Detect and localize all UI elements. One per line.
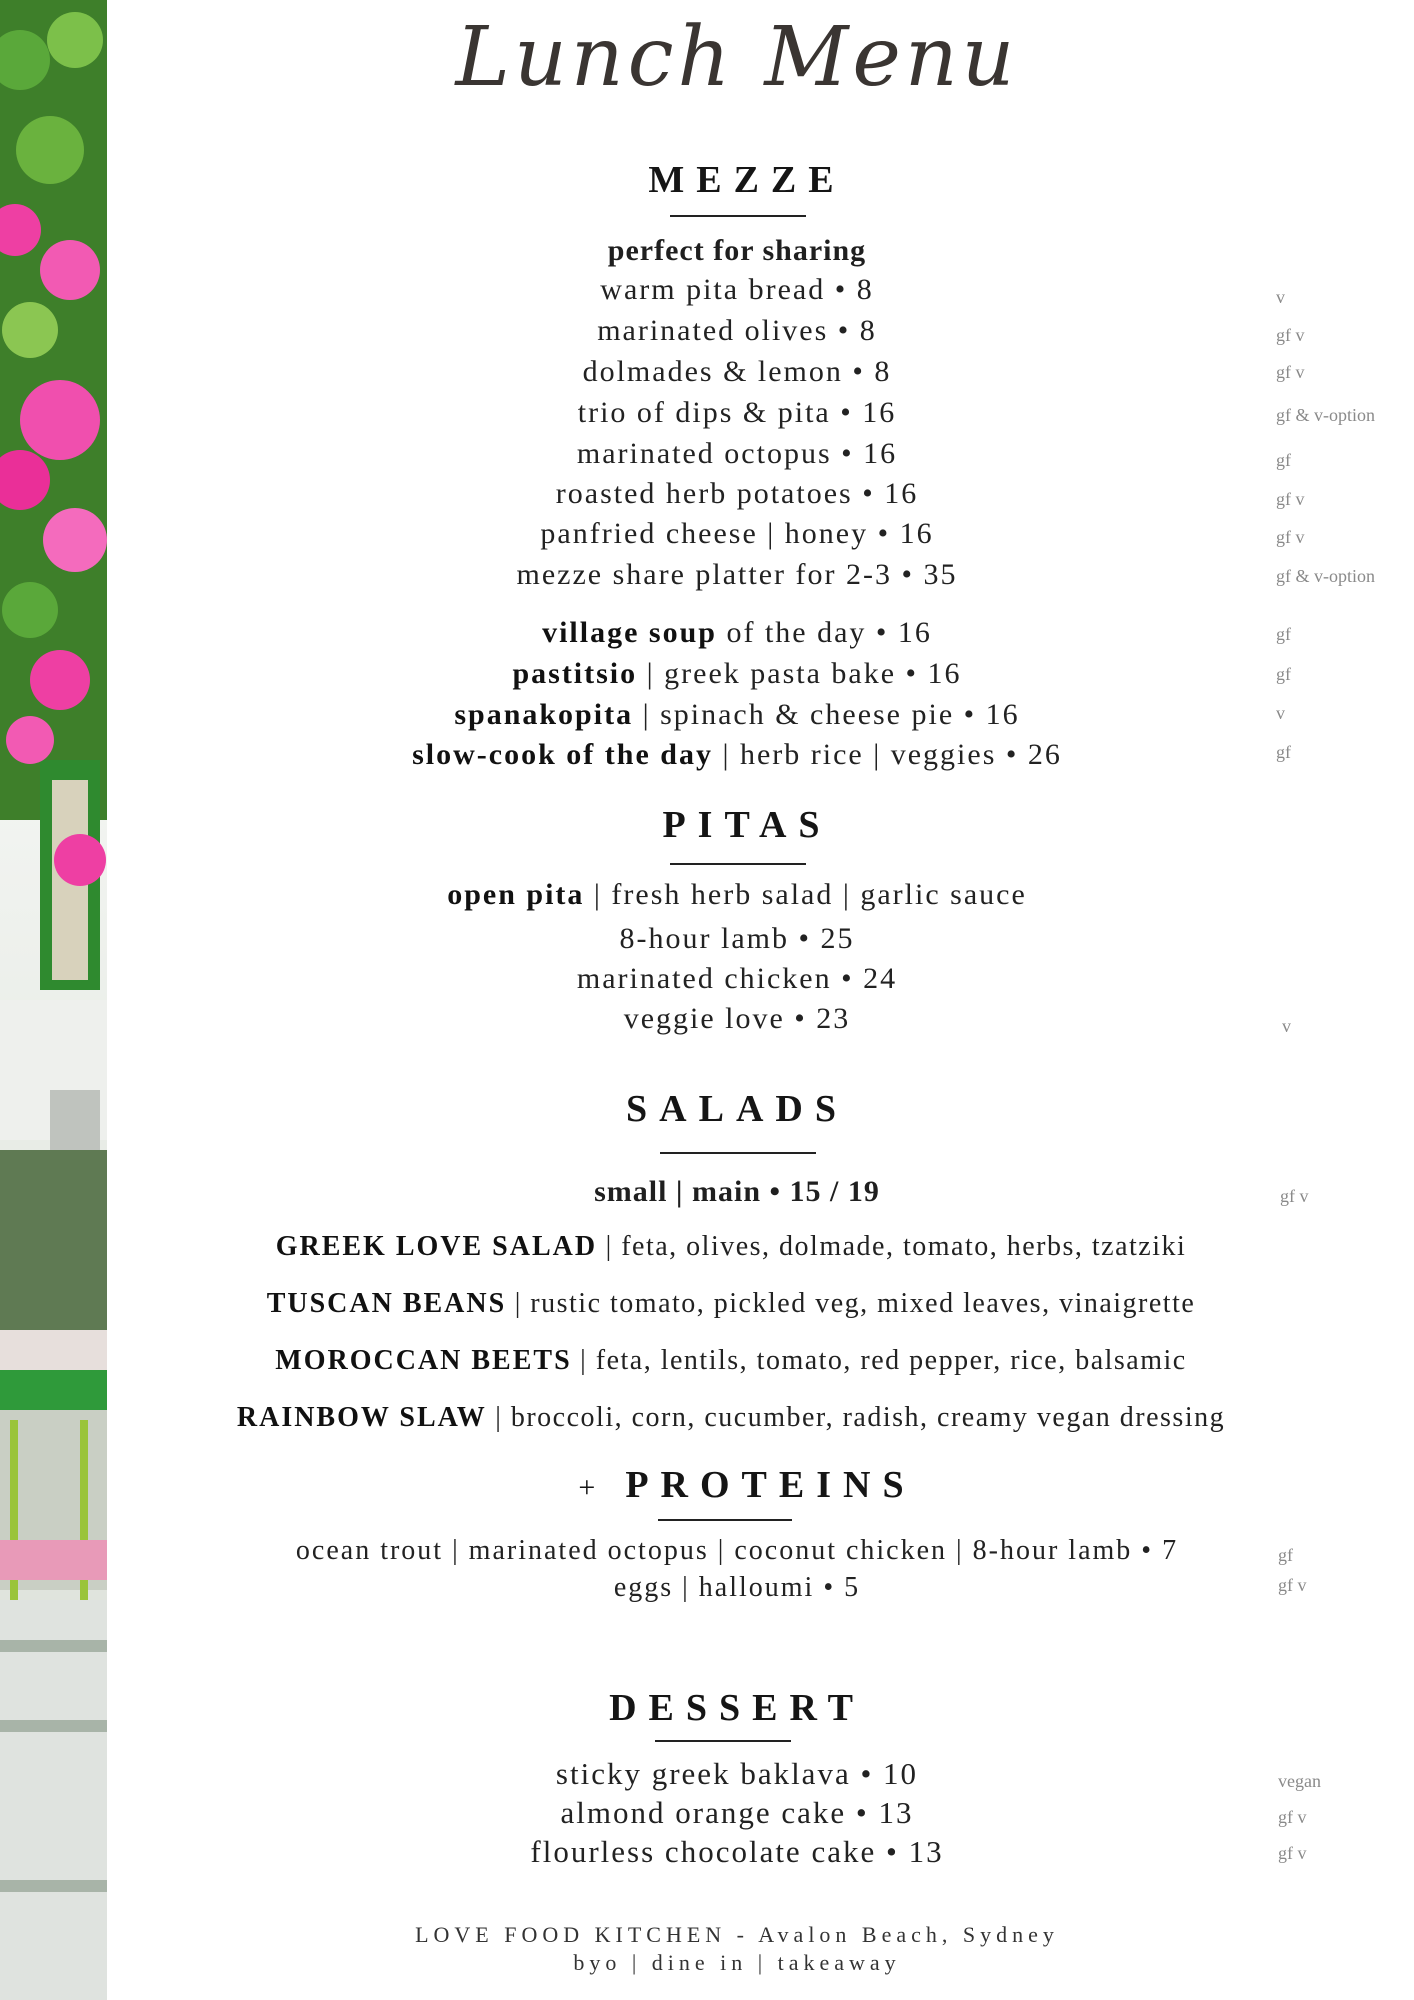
dietary-tag: gf [1276, 664, 1291, 684]
bougainvillea-illustration [0, 0, 107, 2000]
dietary-tag: gf v [1280, 1186, 1309, 1206]
dietary-tag: gf [1276, 624, 1291, 644]
proteins-heading-row [117, 1463, 1377, 1507]
pita-item: marinated chicken • 24 [576, 962, 898, 995]
pitas-intro [107, 878, 1367, 912]
mezze-item: roasted herb potatoes • 16 [555, 477, 919, 510]
dietary-tag: gf v [1278, 1575, 1307, 1595]
mezze-item: marinated octopus • 16 [576, 437, 898, 470]
salad-detail: | feta, lentils, tomato, red pepper, rice, balsamic [571, 1345, 1187, 1376]
salad-item [107, 1231, 1355, 1263]
dietary-tag: gf [1276, 450, 1291, 470]
mezze-divider [670, 215, 806, 217]
salads-divider [660, 1152, 816, 1154]
dietary-tag: gf [1276, 742, 1291, 762]
dessert-item: sticky greek baklava • 10 [555, 1756, 919, 1791]
dietary-tag: v [1276, 703, 1285, 723]
menu-title: Lunch Menu [455, 10, 1019, 105]
dietary-tag: v [1276, 287, 1285, 307]
dietary-tag: gf & v-option [1276, 405, 1375, 425]
salad-name: RAINBOW SLAW [236, 1402, 487, 1433]
dietary-tag: gf v [1276, 362, 1305, 382]
mezze-subheading: perfect for sharing [607, 234, 867, 267]
proteins-heading: PROTEINS [625, 1464, 916, 1506]
salad-item [107, 1402, 1355, 1434]
dietary-tag: gf v [1276, 325, 1305, 345]
salad-detail: | broccoli, corn, cucumber, radish, creamy vegan dressing [486, 1402, 1226, 1433]
pita-item: 8-hour lamb • 25 [619, 922, 855, 955]
dietary-tag: gf v [1276, 527, 1305, 547]
flower-photo-strip [0, 0, 107, 2000]
dietary-tag: gf v [1278, 1843, 1307, 1863]
dietary-tag: gf v [1276, 489, 1305, 509]
plus-prefix: + [578, 1471, 596, 1504]
salad-item [107, 1288, 1355, 1320]
mezze-main-name: spanakopita [454, 698, 634, 731]
dietary-tag: vegan [1278, 1771, 1321, 1791]
mezze-main-item [107, 616, 1367, 650]
protein-item: ocean trout | marinated octopus | coconut chicken | 8-hour lamb • 7 [295, 1535, 1179, 1566]
mezze-item: dolmades & lemon • 8 [582, 355, 892, 388]
mezze-heading: MEZZE [648, 159, 846, 201]
mezze-main-name: slow-cook of the day [412, 738, 713, 771]
dietary-tag: gf & v-option [1276, 566, 1375, 586]
pitas-heading: PITAS [662, 804, 832, 846]
mezze-main-item [107, 657, 1367, 691]
mezze-main-item [107, 738, 1367, 772]
dessert-divider [655, 1740, 791, 1742]
mezze-main-name: village soup [542, 616, 717, 649]
mezze-main-detail: | herb rice | veggies • 26 [712, 738, 1062, 771]
mezze-item: mezze share platter for 2-3 • 35 [516, 558, 958, 591]
salad-name: GREEK LOVE SALAD [275, 1231, 598, 1262]
dietary-tag: gf v [1278, 1807, 1307, 1827]
pita-item: veggie love • 23 [623, 1002, 851, 1035]
salads-heading: SALADS [626, 1088, 848, 1130]
pitas-intro-detail: | fresh herb salad | garlic sauce [584, 878, 1027, 911]
salads-size-line: small | main • 15 / 19 [594, 1175, 880, 1208]
footer-services-line: byo | dine in | takeaway [573, 1950, 901, 1975]
proteins-divider [658, 1519, 792, 1521]
dessert-heading: DESSERT [609, 1687, 865, 1729]
mezze-item: warm pita bread • 8 [600, 273, 874, 306]
mezze-item: marinated olives • 8 [597, 314, 877, 347]
footer-business-line: LOVE FOOD KITCHEN - Avalon Beach, Sydney [415, 1922, 1059, 1947]
salad-detail: | feta, olives, dolmade, tomato, herbs, tzatziki [597, 1231, 1187, 1262]
pitas-intro-name: open pita [447, 878, 585, 911]
mezze-main-detail: | spinach & cheese pie • 16 [633, 698, 1020, 731]
salad-name: TUSCAN BEANS [266, 1288, 507, 1319]
dessert-item: almond orange cake • 13 [560, 1795, 914, 1830]
mezze-main-detail: of the day • 16 [716, 616, 932, 649]
mezze-main-item [107, 698, 1367, 732]
dietary-tag: v [1282, 1016, 1291, 1036]
mezze-main-detail: | greek pasta bake • 16 [637, 657, 962, 690]
mezze-item: panfried cheese | honey • 16 [540, 517, 934, 550]
protein-item: eggs | halloumi • 5 [613, 1572, 861, 1603]
salad-item [107, 1345, 1355, 1377]
salad-detail: | rustic tomato, pickled veg, mixed leaves, vinaigrette [506, 1288, 1196, 1319]
dessert-item: flourless chocolate cake • 13 [530, 1834, 944, 1869]
mezze-main-name: pastitsio [512, 657, 638, 690]
salad-name: MOROCCAN BEETS [275, 1345, 572, 1376]
dietary-tag: gf [1278, 1545, 1293, 1565]
mezze-item: trio of dips & pita • 16 [577, 396, 897, 429]
pitas-divider [670, 863, 806, 865]
